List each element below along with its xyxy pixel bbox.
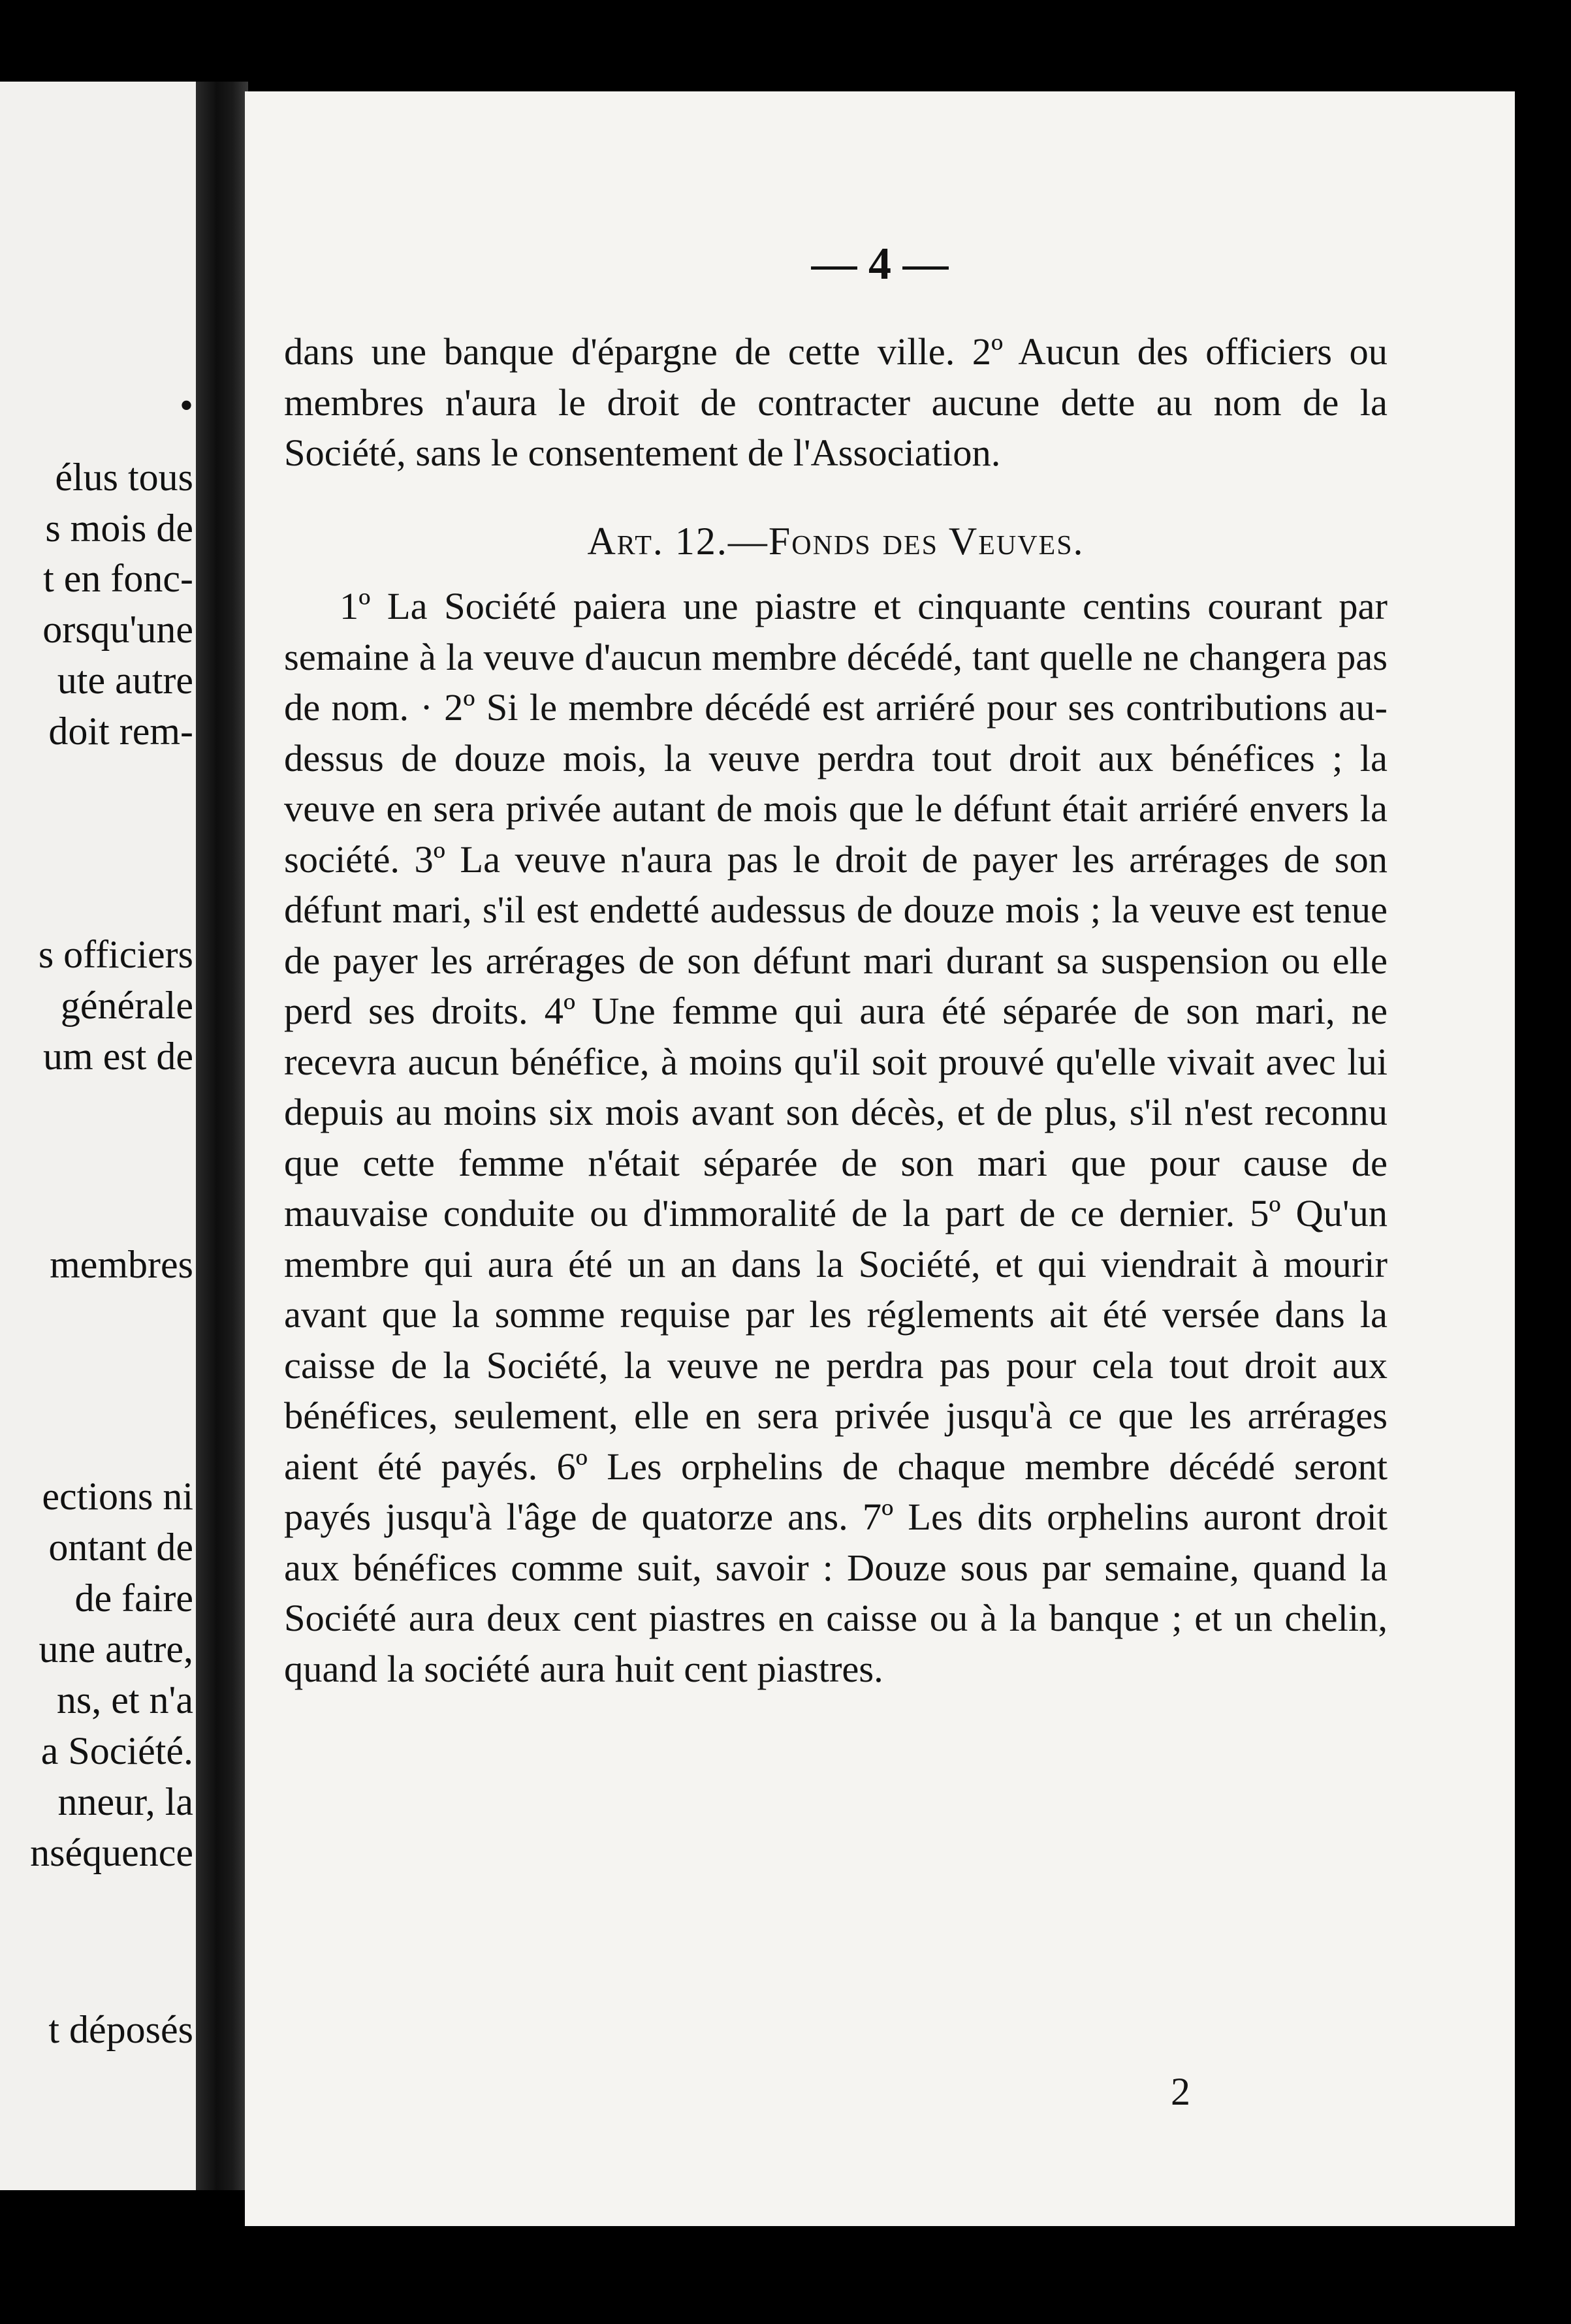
left-page-fragment bbox=[0, 82, 208, 2190]
left-line: nséquence bbox=[30, 1831, 193, 1874]
left-line: s officiers bbox=[38, 933, 193, 976]
left-line: a Société. bbox=[40, 1729, 193, 1772]
left-line: orsqu'une bbox=[42, 608, 193, 651]
left-line: ute autre bbox=[57, 659, 193, 702]
article-heading: Art. 12.—Fonds des Veuves. bbox=[587, 519, 1085, 563]
page-body bbox=[284, 326, 1388, 1694]
left-line: une autre, bbox=[39, 1627, 193, 1671]
left-line: nneur, la bbox=[57, 1780, 193, 1823]
left-line: s mois de bbox=[45, 507, 193, 550]
left-line: ns, et n'a bbox=[56, 1678, 193, 1721]
left-line: um est de bbox=[43, 1035, 193, 1078]
book-spine bbox=[196, 82, 248, 2190]
left-line: doit rem- bbox=[48, 710, 193, 753]
left-line: ections ni bbox=[42, 1475, 193, 1518]
paragraph-widows-fund: 1º La Société paiera une piastre et cinquante centins courant par semaine à la veuve d'aucun membre décédé, tant quelle ne changera pas de nom. · 2º Si le membre décédé est arriéré pour ses contributions au-dessus de douze mois, la veuve perdra tout droit aux bénéfices ; la veuve en sera privée autant de mois que le défunt était arriéré envers la société. 3º La veuve n'aura pas le droit de payer les arrérages de son défunt mari, s'il est endetté audessus de douze mois ; la veuve est tenue de payer les arrérages de son défunt mari durant sa suspension ou elle perd ses droits. 4º Une femme qui aura été séparée de son mari, ne recevra aucun bénéfice, à moins qu'il soit prouvé qu'elle vivait avec lui depuis au moins six mois avant son décès, et de plus, s'il n'est reconnu que cette femme n'était séparée de son mari que pour cause de mauvaise conduite ou d'immoralité de la part de ce dernier. 5º Qu'un membre qui aura été un an dans la Société, et qui viendrait à mourir avant que la somme requise par les réglements ait été versée dans la caisse de la Société, la veuve ne perdra pas pour cela tout droit aux bénéfices, seulement, elle en sera privée jusqu'à ce que les arrérages aient été payés. 6º Les orphelins de chaque membre décédé seront payés jusqu'à l'âge de quatorze ans. 7º Les dits orphelins auront droit aux bénéfices comme suit, savoir : Douze sous par semaine, quand la Société aura deux cent piastres en caisse ou à la banque ; et un chelin, quand la société aura huit cent piastres. bbox=[284, 585, 1388, 1690]
paragraph-continuation: dans une banque d'épargne de cette ville. 2º Aucun des officiers ou membres n'aura le droit de contracter aucune dette au nom de la Société, sans le consentement de l'Association. bbox=[284, 330, 1388, 474]
left-line: de faire bbox=[74, 1577, 193, 1620]
left-line: ontant de bbox=[48, 1526, 193, 1569]
left-line: membres bbox=[50, 1243, 193, 1286]
left-line: t déposés bbox=[48, 2008, 193, 2051]
page-number: — 4 — bbox=[811, 239, 949, 289]
left-line: élus tous bbox=[55, 456, 193, 499]
left-line: • bbox=[179, 384, 193, 427]
signature-mark: 2 bbox=[1171, 2070, 1190, 2113]
left-line: t en fonc- bbox=[43, 557, 193, 600]
right-page bbox=[245, 91, 1515, 2226]
left-line: générale bbox=[60, 984, 193, 1027]
